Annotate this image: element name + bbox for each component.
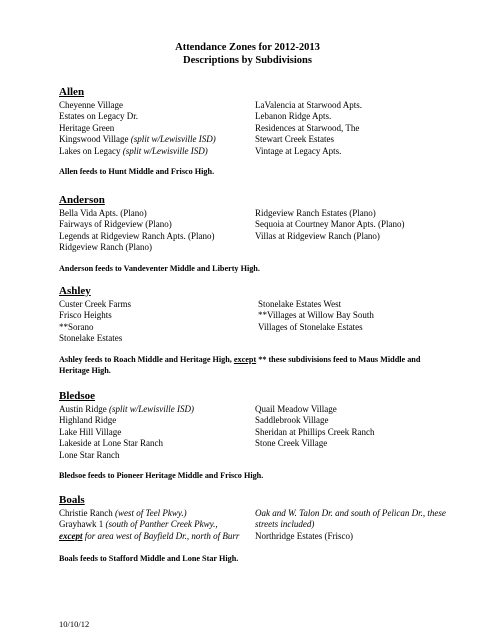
feeder-note: Anderson feeds to Vandeventer Middle and Liberty High. [59,264,260,273]
list-item: Stonelake Estates West [258,299,342,309]
list-item: **Villages at Willow Bay South [258,310,374,321]
list-item: Sequoia at Courtney Manor Apts. (Plano) [255,219,405,230]
list-item: streets included) [255,519,315,530]
section-heading: Boals [59,494,85,506]
list-item: Cheyenne Village [59,100,124,110]
list-item: Custer Creek Farms [59,299,131,309]
feeder-note: Bledsoe feeds to Pioneer Heritage Middle and Frisco High. [59,471,264,480]
list-item: Austin Ridge (split w/Lewisville ISD) [59,404,195,414]
list-item: Heritage Green [59,122,115,133]
section-boals [59,494,459,564]
feeder-note: Allen feeds to Hunt Middle and Frisco High. [59,167,215,176]
list-item: Stonelake Estates [59,333,123,344]
list-item: Saddlebrook Village [255,415,329,426]
bledsoe-right-column [255,404,374,450]
list-item: Lake Hill Village [59,426,122,437]
list-item: Oak and W. Talon Dr. and south of Pelican Dr., these [255,508,446,518]
section-heading: Bledsoe [59,390,96,402]
feeder-note: Ashley feeds to Roach Middle and Heritage High, except ** these subdivisions feed to Maus Middle and Heritage High. [59,355,421,375]
section-heading: Ashley [59,285,91,297]
page-title: Attendance Zones for 2012-2013 [175,42,320,53]
list-item: Lakes on Legacy (split w/Lewisville ISD) [59,145,208,156]
list-item: Northridge Estates (Frisco) [255,530,353,541]
anderson-right-column [255,208,404,242]
section-heading: Allen [59,86,85,98]
list-item: except for area west of Bayfield Dr., north of Burr [59,530,240,541]
list-item: Villages of Stonelake Estates [258,321,363,332]
list-item: Residences at Starwood, The [255,122,360,133]
allen-right-column [255,100,362,157]
footer-date: 10/10/12 [59,619,90,629]
section-ashley [59,285,459,376]
list-item: Legends at Ridgeview Ranch Apts. (Plano) [59,230,215,241]
boals-left-column [59,508,239,542]
feeder-note: Boals feeds to Stafford Middle and Lone Star High. [59,554,239,563]
anderson-left-column [59,208,214,254]
ashley-left-column [59,299,131,345]
list-item: Highland Ridge [59,415,117,426]
list-item: Stone Creek Village [255,438,328,449]
list-item: Bella Vida Apts. (Plano) [59,208,147,218]
list-item: Ridgeview Ranch (Plano) [59,242,152,253]
section-anderson [59,194,459,274]
list-item: Lebanon Ridge Apts. [255,111,332,122]
list-item: Kingswood Village (split w/Lewisville ISD) [59,134,216,145]
except-text: except [59,530,83,541]
list-item: Fairways of Ridgeview (Plano) [59,219,172,230]
list-item: Frisco Heights [59,310,112,321]
list-item: **Sorano [59,321,94,332]
list-item: Sheridan at Phillips Creek Ranch [255,426,375,437]
section-allen [59,86,459,177]
except-text: except [233,355,257,364]
list-item: Villas at Ridgeview Ranch (Plano) [255,230,380,241]
ashley-right-column [258,299,374,333]
list-item: Quail Meadow Village [255,404,337,414]
list-item: Stewart Creek Estates [255,134,334,145]
allen-left-column [59,100,216,157]
bledsoe-left-column [59,404,194,461]
page-subtitle: Descriptions by Subdivisions [183,55,312,66]
list-item: Christie Ranch (west of Teel Pkwy.) [59,508,187,518]
list-item: Lakeside at Lone Star Ranch [59,438,163,449]
list-item: Grayhawk 1 (south of Panther Creek Pkwy., [59,519,218,530]
list-item: Vintage at Legacy Apts. [255,145,342,156]
section-heading: Anderson [59,194,105,206]
list-item: Estates on Legacy Dr. [59,111,138,122]
list-item: Lone Star Ranch [59,449,120,460]
boals-right-column [255,508,446,542]
list-item: LaValencia at Starwood Apts. [255,100,362,110]
list-item: Ridgeview Ranch Estates (Plano) [255,208,376,218]
section-bledsoe [59,390,459,481]
